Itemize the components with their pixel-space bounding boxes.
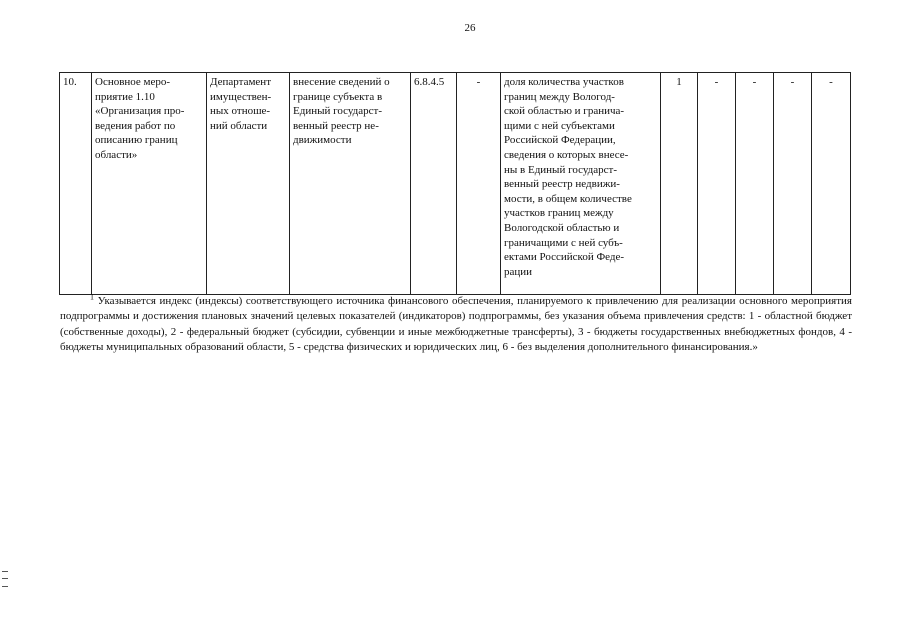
funding-source-cell: 1 [661, 73, 698, 295]
footnote-text: Указывается индекс (индексы) соответствующего источника финансового обеспечения, планируемого к привлечению для реализации основного мероприятия подпрограммы и достижения плановых значений целевых показателей (индикаторов) подпрограммы, без указания объема привлечения средств: 1 - областной бюджет (собственные доходы), 2 - федеральный бюджет (субсидии, субвенции и иные межбюджетные трансферты), 3 - бюджеты государственных внебюджетных фондов, 4 - бюджеты муниципальных образований области, 5 - средства физических и юридических лиц, 6 - без выделения дополнительного финансирования.» [60, 295, 852, 354]
expected-result-cell: внесение сведений о границе субъекта в Единый государст- венный реестр не- движимости [290, 73, 411, 295]
table-row [60, 73, 851, 295]
value-cell-2: - [736, 73, 774, 295]
program-code-cell: 6.8.4.5 [411, 73, 457, 295]
event-name-cell: Основное меро- приятие 1.10 «Организация про- ведения работ по описанию границ области» [92, 73, 207, 295]
footnote-marker: 1 [90, 292, 94, 302]
indicator-cell: доля количества участков границ между Вологод- ской областью и гранича- щими с ней субъектами Российской Федерации, сведения о которых внесе- ны в Единый государст- венный реестр недвижи- мости, в общем количестве участков границ между Вологодской областью и граничащими с ней субъ- ектами Российской Феде- рации [501, 73, 661, 295]
page-number: 26 [464, 22, 476, 34]
executor-cell: Департамент имуществен- ных отноше- ний области [207, 73, 290, 295]
measures-table [59, 72, 851, 295]
value-cell-4: - [812, 73, 851, 295]
margin-mark [2, 571, 8, 587]
row-number-cell: 10. [60, 73, 92, 295]
value-cell-3: - [774, 73, 812, 295]
dash-cell: - [457, 73, 501, 295]
value-cell-1: - [698, 73, 736, 295]
footnote [60, 294, 852, 356]
